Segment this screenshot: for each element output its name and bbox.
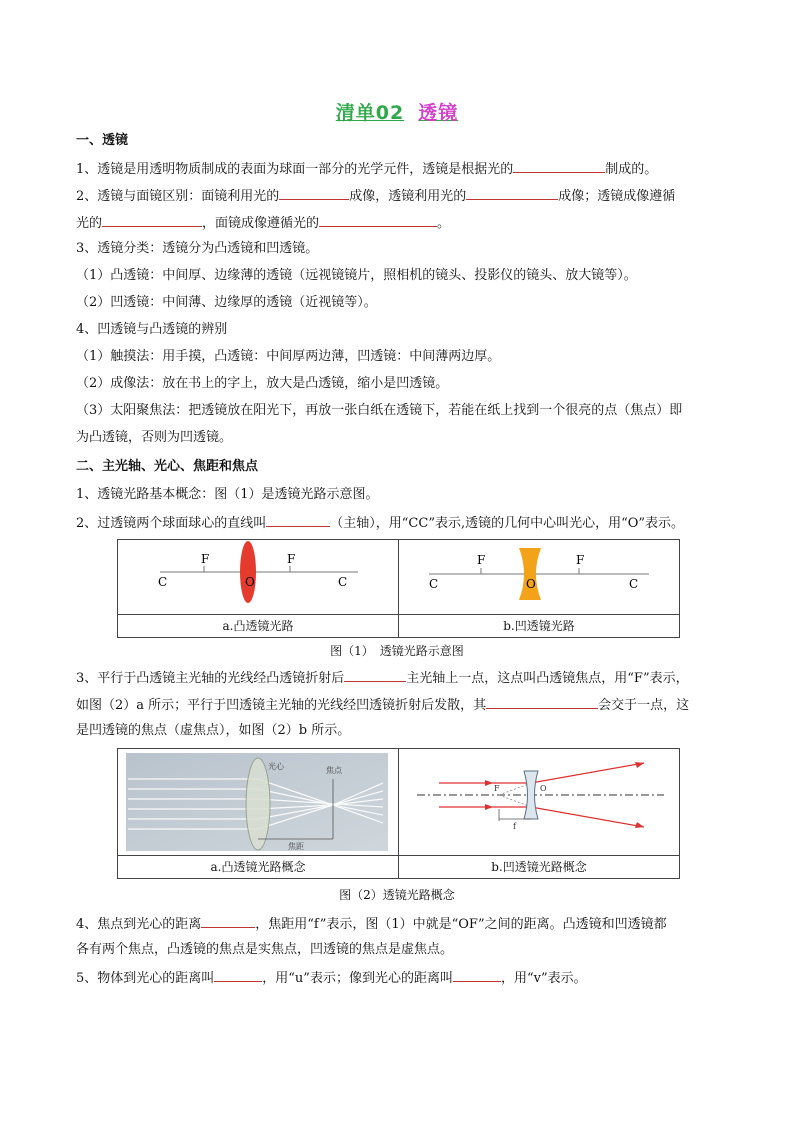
blank-4 — [102, 213, 202, 227]
figure1-convex-cell — [118, 540, 398, 614]
label-optical-center: 光心 — [268, 762, 284, 771]
label-o: O — [540, 784, 547, 793]
blank-3 — [466, 186, 558, 200]
figure1-caption-a: a.凸透镜光路 — [222, 619, 294, 633]
blank-6 — [266, 513, 330, 527]
figure-1 — [117, 539, 680, 638]
section2-line8: 5、物体到光心的距离叫 ，用“u”表示；像到光心的距离叫 ，用“v”表示。 — [76, 968, 726, 988]
section2-line1: 1、透镜光路基本概念：图（1）是透镜光路示意图。 — [76, 487, 379, 502]
blank-2 — [279, 186, 349, 200]
blank-9 — [201, 914, 255, 928]
section1-line6: （2）凹透镜：中间薄、边缘厚的透镜（近视镜等）。 — [76, 295, 377, 310]
concave-rays-diagram — [399, 749, 679, 855]
figure2-caption-b: b.凹透镜光路概念 — [398, 856, 679, 878]
label-focus: 焦点 — [326, 766, 342, 775]
section2-line6: 4、焦点到光心的距离 ，焦距用“f”表示，图（1）中就是“OF”之间的距离。凸透镜和凹透镜都 — [76, 914, 726, 934]
figure2-caption: 图（2）透镜光路概念 — [339, 888, 455, 902]
figure2-caption-a: a.凸透镜光路概念 — [210, 860, 306, 874]
blank-1 — [513, 159, 605, 173]
section2-line3: 3、平行于凸透镜主光轴的光线经凸透镜折射后 主光轴上一点，这点叫凸透镜焦点，用“F”表示， — [76, 668, 726, 688]
section2-heading: 二、主光轴、光心、焦距和焦点 — [76, 459, 259, 474]
section2-line4: 如图（2）a 所示；平行于凹透镜主光轴的光线经凹透镜折射后发散，其 会交于一点，这 — [76, 695, 726, 715]
title-part1: 清单02 — [335, 102, 405, 124]
figure1-caption: 图（1） 透镜光路示意图 — [330, 644, 464, 658]
label-small-f: f — [513, 822, 516, 831]
blank-5 — [319, 213, 437, 227]
section1-line9: （2）成像法：放在书上的字上，放大是凸透镜，缩小是凹透镜。 — [76, 376, 449, 391]
section2-line2: 2、过透镜两个球面球心的直线叫 （主轴），用“CC”表示,透镜的几何中心叫光心，用“O”表示。 — [76, 513, 726, 533]
blank-10 — [214, 968, 262, 982]
figure1-concave-cell — [398, 540, 679, 614]
blank-11 — [453, 968, 501, 982]
section1-line1: 1、透镜是用透明物质制成的表面为球面一部分的光学元件，透镜是根据光的 制成的。 — [76, 159, 726, 179]
figure2-convex-cell — [118, 749, 398, 855]
concave-lens-diagram — [399, 540, 679, 614]
title-part2: 透镜 — [418, 102, 459, 124]
label-o: O — [526, 577, 536, 591]
blank-8 — [486, 695, 598, 709]
convex-lens — [240, 541, 256, 603]
label-c-left: C — [429, 577, 439, 591]
label-c-right: C — [629, 577, 639, 591]
section1-line7: 4、凹透镜与凸透镜的辨别 — [76, 322, 228, 337]
label-c-right: C — [338, 575, 348, 589]
label-f-right: F — [287, 552, 296, 566]
label-f-left: F — [201, 552, 210, 566]
figure1-caption-b: b.凹透镜光路 — [398, 615, 679, 637]
convex-lens-photo — [118, 749, 398, 855]
section1-line11: 为凸透镜，否则为凹透镜。 — [76, 430, 233, 445]
blank-7 — [344, 668, 406, 682]
label-f-left: F — [477, 553, 486, 567]
glass-lens — [246, 758, 270, 850]
label-o: O — [245, 575, 255, 589]
section1-heading: 一、透镜 — [76, 133, 129, 148]
section1-line10: （3）太阳聚焦法：把透镜放在阳光下，再放一张白纸在透镜下，若能在纸上找到一个很亮的点（焦点）即 — [76, 403, 683, 418]
section1-line2: 2、透镜与面镜区别：面镜利用光的 成像，透镜利用光的 成像；透镜成像遵循 — [76, 186, 726, 206]
section1-line8: （1）触摸法：用手摸，凸透镜：中间厚两边薄，凹透镜：中间薄两边厚。 — [76, 349, 501, 364]
page-title — [0, 98, 794, 125]
section1-line4: 3、透镜分类：透镜分为凸透镜和凹透镜。 — [76, 241, 319, 256]
label-f-right: F — [576, 553, 585, 567]
section1-line3: 光的 ，面镜成像遵循光的 。 — [76, 213, 726, 233]
label-f: F — [494, 784, 500, 793]
label-focal-length: 焦距 — [288, 842, 304, 851]
convex-lens-diagram — [118, 540, 398, 614]
label-c-left: C — [158, 575, 168, 589]
section2-line5: 是凹透镜的焦点（虚焦点），如图（2）b 所示。 — [76, 723, 351, 738]
figure-2 — [117, 748, 680, 879]
section1-line5: （1）凸透镜：中间厚、边缘薄的透镜（远视镜镜片，照相机的镜头、投影仪的镜头、放大镜等）。 — [76, 268, 637, 283]
figure2-concave-cell — [398, 749, 679, 855]
section2-line7: 各有两个焦点，凸透镜的焦点是实焦点，凹透镜的焦点是虚焦点。 — [76, 942, 454, 957]
